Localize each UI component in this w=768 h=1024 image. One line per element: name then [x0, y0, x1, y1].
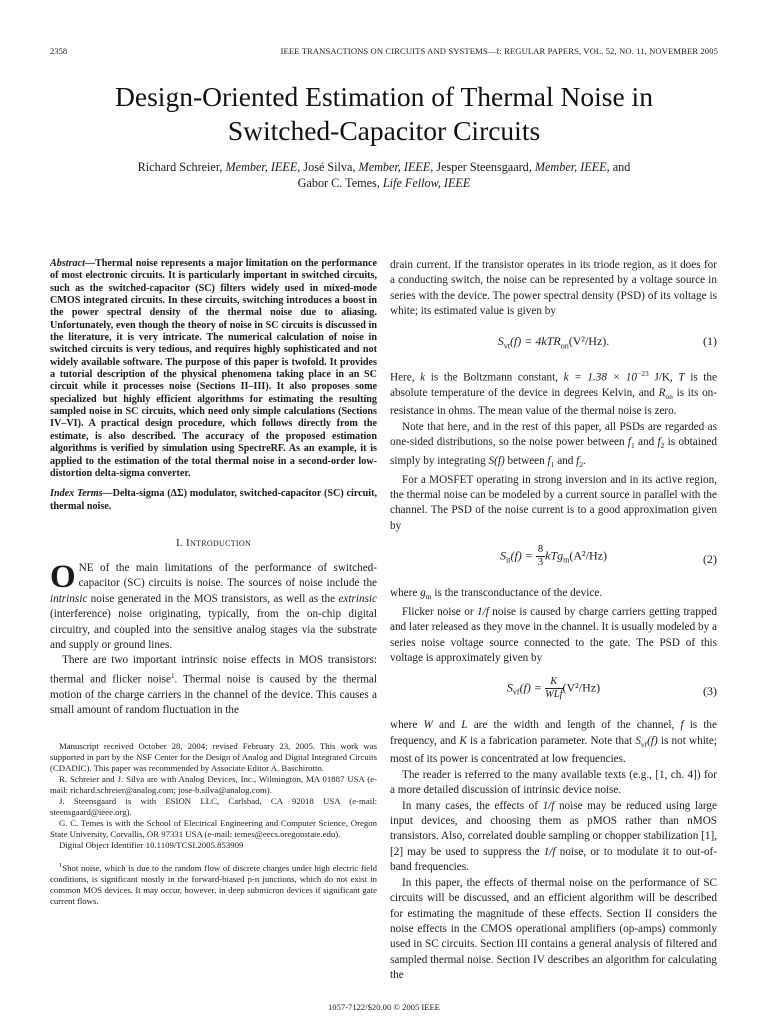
math-unit: (V²/Hz). [568, 333, 610, 348]
intro-paragraph-2 [50, 653, 377, 718]
section-number: I. [175, 536, 183, 549]
text-run: noise, or to modulate it to out-of-band frequencies. [390, 845, 717, 874]
footnote-mark: 1 [59, 862, 63, 870]
text-run: is obtained simply by integrating [390, 436, 717, 467]
right-column [390, 258, 717, 984]
text-run: and [554, 454, 577, 467]
math-sub: 1 [630, 441, 635, 451]
paragraph-boltzmann [390, 366, 717, 420]
manuscript-note: G. C. Temes is with the School of Electrical Engineering and Computer Science, Oregon State University, Corvallis, OR 97331 USA (e-mail: temes@eecs.oregonstate.edu). [50, 818, 377, 840]
left-column [50, 258, 377, 916]
equation-3 [390, 672, 717, 712]
equation-2-number: (2) [703, 552, 717, 567]
math-sub: 2 [660, 441, 665, 451]
math: 1/f [477, 605, 489, 618]
fraction-numerator: K [545, 676, 563, 689]
math-sub: vf [512, 688, 520, 698]
math: (f) [647, 734, 658, 747]
text-run: is its on-resistance in ohms. The mean value of the thermal noise is zero. [390, 386, 717, 418]
title-line-1: Design-Oriented Estimation of Thermal Noise in [115, 81, 653, 112]
math: k = 1.38 × 10 [563, 371, 637, 384]
math: (f) = [510, 548, 536, 563]
text-run: Note that here, and in the rest of this paper, all PSDs are regarded as one-sided distributions, so the noise power between [390, 420, 717, 449]
text-run: where [390, 719, 424, 732]
math-sub: 1 [550, 460, 555, 470]
emphasis: extrinsic [338, 592, 377, 605]
emphasis: intrinsic [50, 592, 88, 605]
drop-cap: O [50, 558, 76, 595]
math-exp: −23 [637, 368, 649, 378]
math: f [547, 454, 551, 467]
math-sub: vt [503, 341, 510, 351]
math: f [680, 719, 684, 732]
equation-3-expression [390, 676, 717, 701]
section-heading-introduction [50, 537, 377, 549]
text-run: is not white; most of its power is concentrated at low frequencies. [390, 734, 717, 766]
paragraph-paper-outline: In this paper, the effects of thermal noise on the performance of SC circuits will be discussed, and an efficient algorithm will be described for estimating the magnitude of these effects. Section II considers the noise effects in the CMOS operational amplifiers (op-amps) commonly used in SC circuits. Section III contains a general analysis of filtered and sampled thermal noise. Section IV describes an algorithm for calculating the [390, 876, 717, 982]
math: L [461, 719, 468, 732]
math: f [576, 454, 580, 467]
fraction [536, 544, 545, 569]
running-header [50, 46, 718, 58]
equation-1 [390, 326, 717, 360]
math-unit: (A²/Hz) [569, 548, 607, 563]
footnote-text: Shot noise, which is due to the random flow of discrete charges under high electric field conditions, is significant mostly in the forward-biased p-n junctions, which do not exist in common MOS devices. It may occur, however, in deep submicron devices if significant gate current flows. [50, 863, 377, 907]
text-run: is the Boltzmann constant, [425, 371, 564, 384]
author-list [50, 159, 718, 191]
math-unit: (V²/Hz) [562, 680, 601, 695]
section-title: Introduction [186, 536, 252, 549]
math: (f) = 4kTR [509, 333, 561, 348]
math: S(f) [488, 454, 505, 467]
math: k [420, 371, 426, 384]
text-run: between [504, 454, 548, 467]
text-run: . [583, 454, 586, 467]
text-run: There are two important intrinsic noise effects in MOS transistors: thermal and flicker noise [50, 654, 377, 686]
text-run: are the width and length of the channel, [467, 719, 681, 732]
equation-2-expression [390, 544, 717, 569]
fraction-denominator: 3 [537, 557, 544, 569]
text-run: noise generated in the MOS transistors, as well as the [87, 592, 339, 605]
math: 1/f [542, 799, 555, 812]
text-run: J/K, [648, 371, 679, 384]
text-run: In many cases, the effects of [402, 799, 543, 812]
math: W [423, 719, 433, 732]
index-terms [50, 488, 377, 513]
footnote-ref[interactable]: 1 [170, 671, 175, 680]
fraction [545, 676, 563, 701]
text-run: Flicker noise or [402, 605, 478, 618]
paragraph-wlf [390, 718, 717, 767]
manuscript-note: R. Schreier and J. Silva are with Analog Devices, Inc., Wilmington, MA 01887 USA (e-mail: richard.schreier@analog.com; jose-b.silva@analog.com). [50, 773, 377, 795]
math: f [657, 436, 661, 449]
manuscript-note: Manuscript received October 28, 2004; revised February 23, 2005. This work was supported in part by the NSF Center for the Design of Analog and Digital Integrated Circuits (CDADIC). This paper was recommended by Associate Editor A. Baschirotto. [50, 740, 377, 773]
text-run: (interference) noise originating, typically, from the on-chip digital circuitry, and coupled into the sensitive analog stages via the substrate and supply or ground lines. [50, 608, 377, 651]
abstract-label: Abstract— [50, 258, 96, 269]
authors-line-2: Gabor C. Temes, Life Fellow, IEEE [297, 176, 471, 190]
math: f [627, 436, 631, 449]
fraction-numerator: 8 [537, 544, 544, 556]
math: S [635, 734, 641, 747]
equation-2 [390, 540, 717, 580]
math: S [500, 548, 507, 563]
math: g [420, 587, 426, 600]
text-run: . Thermal noise is caused by the thermal motion of the charge carriers in the channel of the device. This causes a small amount of random fluctuation in the [50, 673, 377, 717]
math: S [506, 680, 513, 695]
paragraph-reader-referred: The reader is referred to the many available texts (e.g., [1, ch. 4]) for a more detailed discussion of intrinsic device noise. [390, 768, 717, 797]
manuscript-note: J. Steensgaard is with ESION LLC, Carlsbad, CA 92018 USA (e-mail: steensgaard@ieee.org). [50, 795, 377, 817]
paragraph-reduce-flicker [390, 799, 717, 876]
text-run: is a fabrication parameter. Note that [466, 734, 636, 747]
paragraph-flicker-noise [390, 605, 717, 667]
manuscript-notes [50, 741, 377, 851]
title-line-2: Switched-Capacitor Circuits [227, 115, 541, 146]
journal-name: IEEE TRANSACTIONS ON CIRCUITS AND SYSTEMS—I: REGULAR PAPERS, VOL. 52, NO. 11, NOVEMBER 2005 [280, 46, 718, 56]
index-terms-text: Delta-sigma (ΔΣ) modulator, switched-capacitor (SC) circuit, thermal noise. [50, 488, 377, 512]
equation-1-number: (1) [703, 333, 717, 348]
math: T [678, 371, 685, 384]
math-sub: on [665, 392, 673, 401]
footnote [50, 860, 377, 907]
text-run: where [390, 587, 421, 600]
math-sub: on [560, 341, 569, 351]
fraction-denominator: WLf [545, 689, 563, 701]
math: S [497, 333, 504, 348]
text-run: Here, [390, 371, 421, 384]
equation-3-number: (3) [703, 684, 717, 699]
text-run: and [634, 436, 658, 449]
math: kTg [545, 548, 564, 563]
text-run: is the absolute temperature of the device in degrees Kelvin, and [390, 371, 717, 399]
math: 1/f [543, 845, 556, 858]
authors-line-1: Richard Schreier, Member, IEEE, José Silva, Member, IEEE, Jesper Steensgaard, Member, IEEE, and [137, 160, 631, 174]
paragraph-gm [390, 586, 717, 605]
math-sub: 2 [579, 460, 584, 470]
paragraph-mosfet: For a MOSFET operating in strong inversion and in its active region, the thermal noise can be modeled by a current source in parallel with the channel. The PSD of the noise current is to a good approximation given by [390, 473, 717, 532]
paragraph-drain-current: drain current. If the transistor operates in its triode region, as it does for a conducting switch, the noise can be represented by a voltage source in series with the device. The power spectral density (PSD) of its voltage is white; its estimated value is given by [390, 259, 717, 318]
abstract [50, 258, 377, 480]
math-sub: it [506, 555, 511, 565]
text-run: noise may be reduced using large input devices, and choosing them as pMOS rather than nMOS transistors. Also, correlated double sampling or chopper stabilization [1], [2] may be used to suppress the [390, 799, 717, 858]
math-sub: m [425, 592, 432, 602]
text-run: noise is caused by charge carriers getting trapped and later released as they move in the channel. It is usually modeled by a series noise voltage source connected to the gate. The PSD of this voltage is approximately given by [390, 605, 717, 664]
math-sub: m [563, 555, 570, 565]
math: (f) = [519, 680, 545, 695]
abstract-text: Thermal noise represents a major limitation on the performance of most electronic circuits. It is particularly important in switched circuits, such as the switched-capacitor (SC) filters widely used in mixed-mode CMOS integrated circuits. In these circuits, switching introduces a boost in the power spectral density of the thermal noise due to aliasing. Unfortunately, even though the theory of noise in SC circuits is discussed in the literature, it is very intricate. The numerical calculation of noise in switched circuits is very tedious, and requires highly sophisticated and not widely available software. The purpose of this paper is twofold. It provides a tutorial description of the physical phenomena taking place in an SC circuit while it processes noise (Sections II–III). It also proposes some specialized but highly efficient algorithms for estimating the resulting sampled noise in SC circuits, which need only simple calculations (Sections IV–VI). A practical design procedure, which follows directly from the estimate, is also described. The accuracy of the proposed estimation algorithms is verified by simulation using SpectreRF. As an example, it is applied to the estimation of the total thermal noise in a second-order low-distortion delta-sigma converter. [50, 258, 377, 479]
page-number: 2358 [50, 46, 68, 56]
copyright-footer: 1057-7122/$20.00 © 2005 IEEE [327, 1002, 441, 1012]
math-sub: vf [640, 740, 648, 750]
intro-paragraph-1 [50, 558, 377, 653]
equation-1-expression [390, 334, 717, 350]
index-terms-label: Index Terms— [50, 488, 113, 500]
manuscript-note: Digital Object Identifier 10.1109/TCSI.2005.853909 [59, 840, 244, 851]
text-run: NE of the main limitations of the performance of switched-capacitor (SC) circuits is noise. The sources of noise include the [78, 561, 377, 590]
text-run: is the frequency, and [390, 719, 717, 747]
text-run: is the transconductance of the device. [431, 587, 603, 600]
math: R [658, 386, 666, 399]
paragraph-one-sided-psd [390, 420, 717, 473]
text-run: and [432, 719, 462, 732]
math: K [459, 734, 467, 747]
paper-title [50, 80, 718, 148]
